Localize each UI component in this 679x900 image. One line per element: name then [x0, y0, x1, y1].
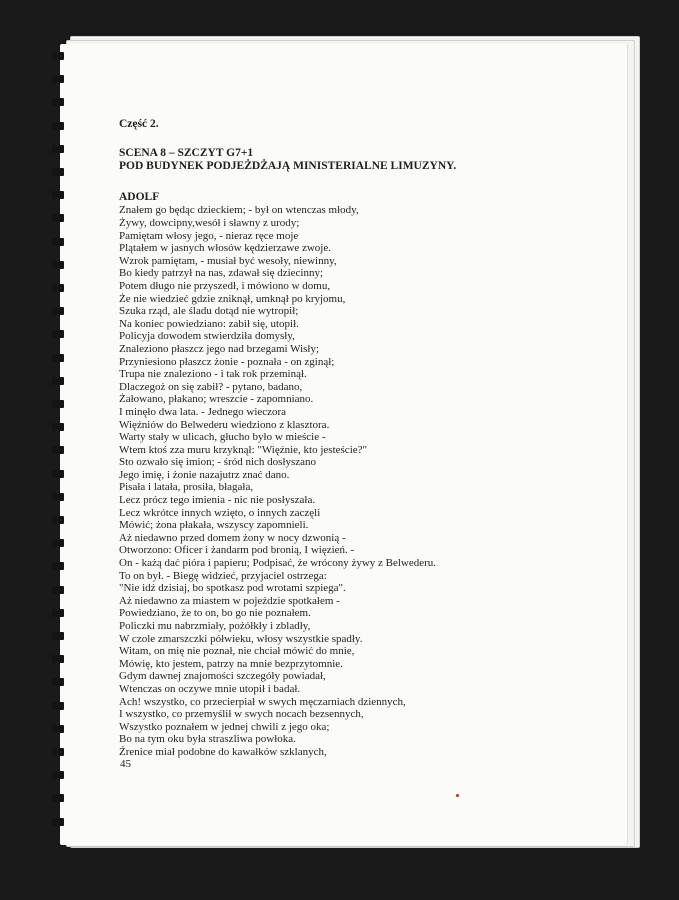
binding-hole	[52, 748, 64, 756]
verse-line: Znałem go będąc dzieckiem; - był on wtenczas młody,	[119, 204, 359, 217]
verse-line: W czole zmarszczki półwieku, włosy wszystkie spadły.	[119, 632, 363, 645]
verse-line: Plątałem w jasnych włosów kędzierzawe zwoje.	[119, 242, 331, 255]
verse-line: Gdym dawnej znajomości szczegóły powiadał,	[119, 670, 326, 683]
binding-hole	[52, 122, 64, 130]
verse-line: Policyja dowodem stwierdziła domysły,	[119, 330, 295, 343]
verse-line: Mówię, kto jestem, patrzy na mnie bezprzytomnie.	[119, 657, 343, 670]
binding-hole	[52, 516, 64, 524]
binding-hole	[52, 702, 64, 710]
verse-line: Wtenczas on oczywe mnie utopił i badał.	[119, 682, 301, 695]
verse-line: Bo kiedy patrzył na nas, zdawał się dziecinny;	[119, 267, 324, 280]
binding-hole	[52, 446, 64, 454]
verse-line: I minęło dwa lata. - Jednego wieczora	[119, 405, 287, 418]
page-number: 45	[120, 758, 131, 770]
verse-text	[119, 204, 619, 758]
verse-line: Aż niedawno za miastem w pojeździe spotkałem -	[119, 594, 340, 607]
binding-hole	[52, 98, 64, 106]
part-title: Część 2.	[119, 118, 159, 130]
verse-line: Znaleziono płaszcz jego nad brzegami Wisły;	[119, 342, 320, 355]
binding-hole	[52, 655, 64, 663]
binding-hole	[52, 307, 64, 315]
verse-line: Pisała i latała, prosiła, błagała,	[119, 481, 254, 494]
binding-hole	[52, 75, 64, 83]
verse-line: Lecz prócz tego imienia - nic nie posłyszała.	[119, 494, 316, 507]
verse-line: Trupa nie znaleziono - i tak rok przeminął.	[119, 368, 307, 381]
verse-line: Że nie wiedzieć gdzie zniknął, umknął po kryjomu,	[119, 292, 346, 305]
verse-line: Na koniec powiedziano: zabił się, utopił.	[119, 317, 299, 330]
binding-hole	[52, 632, 64, 640]
binding-hole	[52, 330, 64, 338]
verse-line: I wszystko, co przemyślił w swych nocach bezsennych,	[119, 708, 364, 721]
verse-line: Potem długo nie przyszedł, i mówiono w domu,	[119, 279, 331, 292]
binding-hole	[52, 168, 64, 176]
verse-line: On - każą dać pióra i papieru; Podpisać, że wrócony żywy z Belwederu.	[119, 557, 437, 570]
verse-line: Lecz wkrótce innych wzięto, o innych zaczęli	[119, 506, 321, 519]
verse-line: Warty stały w ulicach, głucho było w mieście -	[119, 431, 326, 444]
scene-heading: SCENA 8 – SZCZYT G7+1	[119, 146, 254, 159]
verse-line: Powiedziano, że to on, bo go nie poznałem.	[119, 607, 311, 620]
verse-line: Wtem ktoś zza muru krzyknął: "Więźnie, kto jesteście?"	[119, 443, 367, 456]
binding-hole	[52, 609, 64, 617]
binding-hole	[52, 818, 64, 826]
binding-hole	[52, 562, 64, 570]
verse-line: Przyniesiono płaszcz żonie - poznała - on zginął;	[119, 355, 335, 368]
binding-hole	[52, 539, 64, 547]
verse-line: Żywy, dowcipny,wesół i sławny z urody;	[119, 217, 300, 229]
verse-line: Aż niedawno przed domem żony w nocy dzwonią -	[119, 531, 346, 544]
binding-hole	[52, 678, 64, 686]
binding-hole	[52, 238, 64, 246]
binding-hole	[52, 493, 64, 501]
binding-hole	[52, 771, 64, 779]
binding-hole	[52, 725, 64, 733]
binding-hole	[52, 214, 64, 222]
binding-hole	[52, 354, 64, 362]
binding-hole	[52, 586, 64, 594]
binding-hole	[52, 377, 64, 385]
verse-line: Wzrok pamiętam, - musiał być wesoły, niewinny,	[119, 254, 337, 267]
verse-line: Ach! wszystko, co przecierpiał w swych męczarniach dziennych,	[119, 695, 406, 708]
speaker-name: ADOLF	[119, 191, 160, 204]
scene-direction: POD BUDYNEK PODJEŻDŻAJĄ MINISTERIALNE LIMUZYNY.	[119, 160, 457, 172]
verse-line: Źrenice miał podobne do kawałków szklanych,	[119, 745, 327, 758]
verse-line: "Nie idź dzisiaj, bo spotkasz pod wrotami szpiega".	[119, 582, 346, 595]
binding-hole	[52, 52, 64, 60]
verse-line: Otworzono: Oficer i żandarm pod bronią, I więzień. -	[119, 544, 355, 557]
binding-hole	[52, 261, 64, 269]
binding-hole	[52, 794, 64, 802]
verse-line: To on był. - Biegę widzieć, przyjaciel ostrzega:	[119, 569, 327, 582]
binding-hole	[52, 400, 64, 408]
verse-line: Wszystko poznałem w jednej chwili z jego oka;	[119, 720, 330, 733]
binding-hole	[52, 423, 64, 431]
verse-line: Żałowano, płakano; wreszcie - zapomniano.	[119, 393, 314, 406]
verse-line: Więźniów do Belwederu wiedziono z klasztora.	[119, 418, 330, 431]
verse-line: Witam, on mię nie poznał, nie chciał mówić do mnie,	[119, 645, 355, 658]
verse-line: Jego imię, i żonie nazajutrz znać dano.	[119, 468, 290, 481]
ink-dot	[456, 794, 459, 797]
verse-line: Sto ozwało się imion; - śród nich dosłyszano	[119, 456, 317, 469]
binding-hole	[52, 145, 64, 153]
verse-line: Mówić; żona płakała, wszyscy zapomnieli.	[119, 519, 309, 532]
page-content	[119, 118, 619, 759]
verse-line: Bo na tym oku była straszliwa powłoka.	[119, 733, 296, 746]
verse-line: Dlaczegoż on się zabił? - pytano, badano,	[119, 380, 303, 393]
verse-line: Szuka rząd, ale śladu dotąd nie wytropił;	[119, 305, 299, 318]
binding-hole	[52, 191, 64, 199]
binding-hole	[52, 470, 64, 478]
binding-hole	[52, 284, 64, 292]
verse-line: Policzki mu nabrzmiały, pożółkły i zbladły,	[119, 620, 311, 632]
spiral-binding	[52, 52, 66, 832]
verse-line: Pamiętam włosy jego, - nieraz ręce moje	[119, 229, 299, 242]
